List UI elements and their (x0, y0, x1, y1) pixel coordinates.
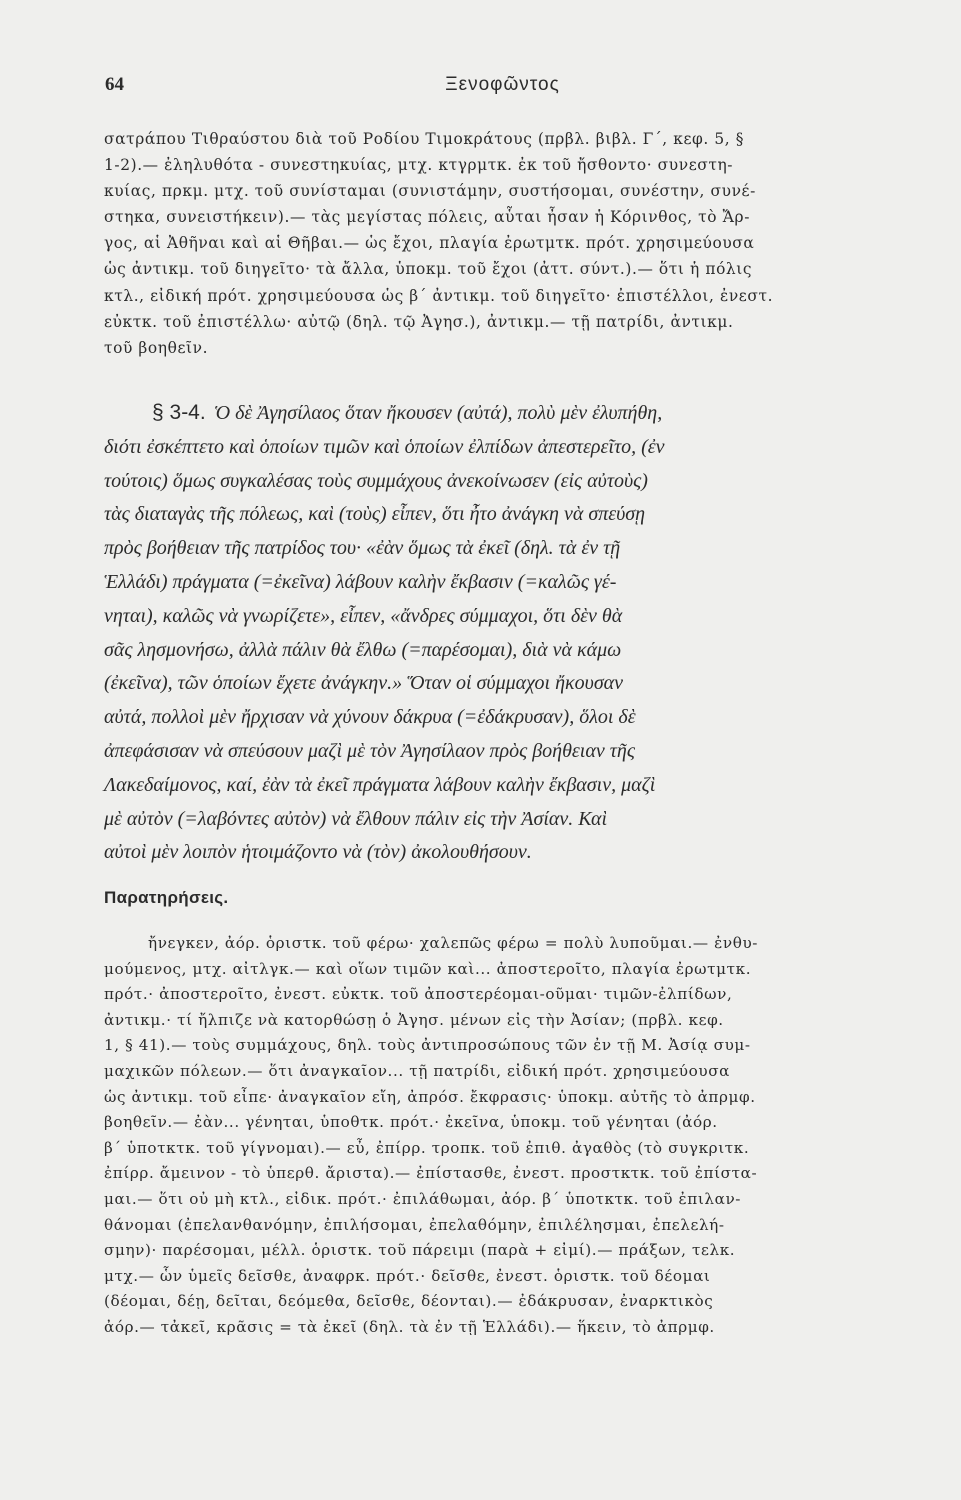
translation-line: (ἐκεῖνα), τῶν ὁποίων ἔχετε ἀνάγκην.» Ὅταν οἱ σύμμαχοι ἤκουσαν (104, 672, 624, 695)
top-commentary (104, 126, 896, 361)
translation-line-text: Ὁ δὲ Ἀγησίλαος ὅταν ἤκουσεν (αὐτά), πολὺ μὲν ἐλυπήθη, (213, 402, 663, 424)
commentary-line: γος, αἱ Ἀθῆναι καὶ αἱ Θῆβαι.— ὡς ἔχοι, πλαγία ἐρωτμτκ. πρότ. χρησιμεύουσα (104, 234, 755, 253)
remark-line: ὡς ἀντικμ. τοῦ εἶπε· ἀναγκαῖον εἴη, ἀπρόσ. ἔκφρασις· ὑποκμ. αὐτῆς τὸ ἀπρμφ. (104, 1087, 756, 1106)
translation-line: αὐτοὶ μὲν λοιπὸν ἡτοιμάζοντο νὰ (τὸν) ἀκολουθήσουν. (104, 841, 532, 864)
commentary-line: ὡς ἀντικμ. τοῦ διηγεῖτο· τὰ ἄλλα, ὑποκμ. τοῦ ἔχοι (ἀττ. σύντ.).— ὅτι ἡ πόλις (104, 260, 753, 279)
remarks-commentary (104, 931, 896, 1341)
translation-line: τὰς διαταγὰς τῆς πόλεως, καὶ (τοὺς) εἶπεν, ὅτι ἦτο ἀνάγκη νὰ σπεύσῃ (104, 503, 646, 526)
commentary-line: εὐκτκ. τοῦ ἐπιστέλλω· αὐτῷ (δηλ. τῷ Ἀγησ.), ἀντικμ.— τῇ πατρίδι, ἀντικμ. (104, 312, 734, 331)
remark-line: μαχικῶν πόλεων.— ὅτι ἀναγκαῖον... τῇ πατρίδι, εἰδική πρότ. χρησιμεύουσα (104, 1061, 731, 1080)
translation-line: μὲ αὐτὸν (=λαβόντες αὐτὸν) νὰ ἔλθουν πάλιν εἰς τὴν Ἀσίαν. Καὶ (104, 807, 608, 830)
commentary-line: κτλ., εἰδική πρότ. χρησιμεύουσα ὡς β΄ ἀντικμ. τοῦ διηγεῖτο· ἐπιστέλλοι, ἐνεστ. (104, 286, 774, 305)
page-number: 64 (105, 74, 124, 95)
commentary-line: τοῦ βοηθεῖν. (104, 338, 209, 357)
commentary-line: κυίας, πρκμ. μτχ. τοῦ συνίσταμαι (συνιστάμην, συστήσομαι, συνέστην, συνέ- (104, 182, 756, 201)
remark-line: ἀντικμ.· τί ἤλπιζε νὰ κατορθώσῃ ὁ Ἀγησ. μένων εἰς τὴν Ἀσίαν; (πρβλ. κεφ. (104, 1010, 724, 1029)
commentary-line: στηκα, συνειστήκειν).— τὰς μεγίστας πόλεις, αὗται ἦσαν ἡ Κόρινθος, τὸ Ἄρ- (104, 208, 750, 227)
translation-line: ἀπεφάσισαν νὰ σπεύσουν μαζὶ μὲ τὸν Ἀγησίλαον πρὸς βοήθειαν τῆς (104, 739, 635, 762)
translation-line: Ἑλλάδι) πράγματα (=ἐκεῖνα) λάβουν καλὴν ἔκβασιν (=καλῶς γέ- (104, 570, 617, 593)
translation-line: τούτοις) ὅμως συγκαλέσας τοὺς συμμάχους ἀνεκοίνωσεν (εἰς αὐτοὺς) (104, 469, 648, 492)
translation-line: αὐτά, πολλοὶ μὲν ἤρχισαν νὰ χύνουν δάκρυα (=ἐδάκρυσαν), ὅλοι δὲ (104, 706, 636, 729)
commentary-line: σατράπου Τιθραύστου διὰ τοῦ Ροδίου Τιμοκράτους (πρβλ. βιβλ. Γ΄, κεφ. 5, § (104, 130, 745, 148)
remark-line: σμην)· παρέσομαι, μέλλ. ὁριστκ. τοῦ πάρειμι (παρὰ + εἰμί).— πράξων, τελκ. (104, 1241, 736, 1260)
translation-line: πρὸς βοήθειαν τῆς πατρίδος του· «ἐὰν ὅμως τὰ ἐκεῖ (δηλ. τὰ ἐν τῇ (104, 537, 621, 560)
remark-line: ἤνεγκεν, ἀόρ. ὁριστκ. τοῦ φέρω· χαλεπῶς φέρω = πολὺ λυποῦμαι.— ἐνθυ- (148, 934, 759, 952)
remark-line: (δέομαι, δέῃ, δεῖται, δεόμεθα, δεῖσθε, δέονται).— ἐδάκρυσαν, ἐναρκτικὸς (104, 1292, 714, 1311)
page-header (105, 74, 900, 102)
section-number: § 3-4. (152, 401, 206, 424)
remarks-heading: Παρατηρήσεις. (104, 888, 229, 907)
remark-line: μούμενος, μτχ. αἰτλγκ.— καὶ οἵων τιμῶν καὶ... ἀποστεροῖτο, πλαγία ἐρωτμτκ. (104, 959, 752, 978)
remark-line: β΄ ὑποτκτκ. τοῦ γίγνομαι).— εὖ, ἐπίρρ. τροπκ. τοῦ ἐπιθ. ἀγαθὸς (τὸ συγκριτκ. (104, 1138, 750, 1157)
remark-line: πρότ.· ἀποστεροῖτο, ἐνεστ. εὐκτκ. τοῦ ἀποστερέομαι-οῦμαι· τιμῶν-ἐλπίδων, (104, 985, 733, 1004)
running-title: Ξενοφῶντος (445, 74, 560, 95)
translation-section (104, 396, 896, 870)
remark-line: βοηθεῖν.— ἐὰν... γένηται, ὑποθτκ. πρότ.· ἐκεῖνα, ὑποκμ. τοῦ γένηται (ἀόρ. (104, 1113, 718, 1132)
remark-line: ἀόρ.— τἀκεῖ, κρᾶσις = τὰ ἐκεῖ (δηλ. τὰ ἐν τῇ Ἑλλάδι).— ἥκειν, τὸ ἀπρμφ. (104, 1317, 715, 1336)
remark-line: 1, § 41).— τοὺς συμμάχους, δηλ. τοὺς ἀντιπροσώπους τῶν ἐν τῇ Μ. Ἀσίᾳ συμ- (104, 1036, 751, 1055)
translation-line: σᾶς λησμονήσω, ἀλλὰ πάλιν θὰ ἔλθω (=παρέσομαι), διὰ νὰ κάμω (104, 638, 622, 661)
translation-line: νηται), καλῶς νὰ γνωρίζετε», εἶπεν, «ἄνδρες σύμμαχοι, ὅτι δὲν θὰ (104, 604, 623, 627)
translation-line (104, 396, 896, 431)
commentary-line: 1-2).— ἐληλυθότα - συνεστηκυίας, μτχ. κτγρμτκ. ἐκ τοῦ ἤσθοντο· συνεστη- (104, 156, 734, 175)
remark-line: ἐπίρρ. ἄμεινον - τὸ ὑπερθ. ἄριστα).— ἐπίστασθε, ἐνεστ. προστκτκ. τοῦ ἐπίστα- (104, 1164, 758, 1183)
translation-line: Λακεδαίμονος, καί, ἐὰν τὰ ἐκεῖ πράγματα λάβουν καλὴν ἔκβασιν, μαζὶ (104, 773, 656, 796)
remark-line: μαι.— ὅτι οὐ μὴ κτλ., εἰδικ. πρότ.· ἐπιλάθωμαι, ἀόρ. β΄ ὑποτκτκ. τοῦ ἐπιλαν- (104, 1189, 742, 1208)
remark-line: μτχ.— ὧν ὑμεῖς δεῖσθε, ἀναφρκ. πρότ.· δεῖσθε, ἐνεστ. ὁριστκ. τοῦ δέομαι (104, 1266, 711, 1285)
remark-line: θάνομαι (ἐπελανθανόμην, ἐπιλήσομαι, ἐπελαθόμην, ἐπιλέλησμαι, ἐπελελή- (104, 1215, 725, 1234)
translation-line: διότι ἐσκέπτετο καὶ ὁποίων τιμῶν καὶ ὁποίων ἐλπίδων ἀπεστερεῖτο, (ἐν (104, 435, 665, 458)
